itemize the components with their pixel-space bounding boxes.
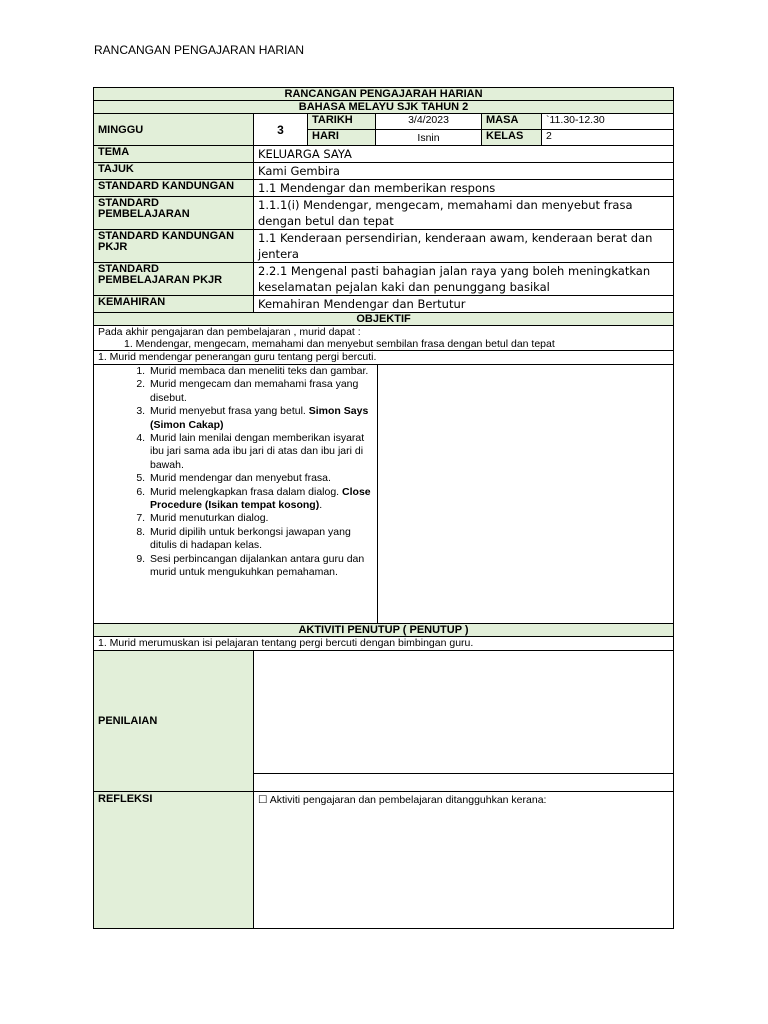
activity-item	[148, 432, 373, 472]
activity-list	[98, 365, 373, 580]
penilaian-box	[254, 651, 673, 774]
permulaan-item: 1. Murid mendengar penerangan guru tentang pergi bercuti.	[94, 351, 674, 365]
activity-list-cell	[94, 365, 378, 624]
tema-label: TEMA	[94, 146, 254, 163]
masa-value: `11.30-12.30	[542, 114, 674, 130]
activity-text: Murid menyebut frasa yang betul.	[150, 405, 309, 418]
refleksi-text: Aktiviti pengajaran dan pembelajaran ditangguhkan kerana:	[269, 794, 547, 806]
kelas-label: KELAS	[482, 130, 542, 146]
sp-pkjr-value: 2.2.1 Mengenal pasti bahagian jalan raya yang boleh meningkatkan keselamatan pejalan kaki dan penunggang basikal	[254, 263, 674, 296]
objektif-item: 1. Mendengar, mengecam, memahami dan menyebut sembilan frasa dengan betul dan tepat	[124, 338, 555, 350]
sk-pkjr-value: 1.1 Kenderaan persendirian, kenderaan awam, kenderaan berat dan jentera	[254, 230, 674, 263]
checkbox-icon[interactable]: ☐	[258, 794, 268, 806]
sk-value: 1.1 Mendengar dan memberikan respons	[254, 180, 674, 197]
activity-suffix: .	[319, 499, 323, 512]
page-header: RANCANGAN PENGAJARAN HARIAN	[94, 43, 305, 57]
penutup-item: 1. Murid merumuskan isi pelajaran tentang pergi bercuti dengan bimbingan guru.	[94, 637, 674, 651]
activity-text: Murid menuturkan dialog.	[150, 512, 269, 525]
activity-text: Murid dipilih untuk berkongsi jawapan yang ditulis di hadapan kelas.	[150, 525, 351, 552]
objektif-intro: Pada akhir pengajaran dan pembelajaran , murid dapat :	[98, 326, 361, 338]
kemahiran-value: Kemahiran Mendengar dan Bertutur	[254, 296, 674, 313]
activity-text: Murid melengkapkan frasa dalam dialog.	[150, 485, 343, 498]
refleksi-box	[254, 792, 674, 929]
tajuk-label: TAJUK	[94, 163, 254, 180]
refleksi-label: REFLEKSI	[94, 792, 254, 929]
activity-item	[148, 486, 373, 513]
minggu-label: MINGGU	[94, 114, 254, 146]
sp-label: STANDARD PEMBELAJARAN	[94, 197, 254, 230]
plan-title: RANCANGAN PENGAJARAH HARIAN	[94, 88, 674, 101]
activity-text: Murid membaca dan meneliti teks dan gambar.	[150, 365, 369, 377]
tarikh-value: 3/4/2023	[376, 114, 482, 130]
activity-text: Murid mendengar dan menyebut frasa.	[150, 472, 331, 485]
sk-pkjr-label: STANDARD KANDUNGAN PKJR	[94, 230, 254, 263]
sp-pkjr-label: STANDARD PEMBELAJARAN PKJR	[94, 263, 254, 296]
sk-label: STANDARD KANDUNGAN	[94, 180, 254, 197]
minggu-value: 3	[254, 114, 308, 146]
activity-text: Murid mengecam dan memahami frasa yang disebut.	[150, 378, 359, 404]
activity-text: Sesi perbincangan dijalankan antara guru dan murid untuk mengukuhkan pemahaman.	[150, 552, 365, 579]
hari-label: HARI	[308, 130, 376, 146]
activity-item	[148, 378, 373, 405]
masa-label: MASA	[482, 114, 542, 130]
activity-item	[148, 526, 373, 553]
tema-value: KELUARGA SAYA	[254, 146, 674, 163]
activity-technique: Close Procedure (Isikan tempat kosong)	[150, 485, 371, 512]
activity-item	[148, 512, 373, 525]
penilaian-label: PENILAIAN	[94, 651, 254, 792]
penutup-heading: AKTIVITI PENUTUP ( PENUTUP )	[94, 624, 674, 637]
kemahiran-label: KEMAHIRAN	[94, 296, 254, 313]
activity-item	[148, 365, 373, 378]
tajuk-value: Kami Gembira	[254, 163, 674, 180]
activity-technique: Simon Says (Simon Cakap)	[150, 405, 369, 431]
tarikh-label: TARIKH	[308, 114, 376, 130]
hari-value: Isnin	[376, 130, 482, 146]
activity-item	[148, 405, 373, 432]
activity-item	[148, 553, 373, 580]
activity-item	[148, 472, 373, 485]
objektif-heading: OBJEKTIF	[94, 313, 674, 326]
activity-text: Murid lain menilai dengan memberikan isyarat ibu jari sama ada ibu jari di atas dan ibu jari di bawah.	[150, 432, 365, 471]
plan-subtitle: BAHASA MELAYU SJK TAHUN 2	[94, 101, 674, 114]
sp-value: 1.1.1(i) Mendengar, mengecam, memahami dan menyebut frasa dengan betul dan tepat	[254, 197, 674, 230]
lesson-plan-table	[93, 87, 673, 929]
activity-notes-cell	[378, 365, 674, 624]
kelas-value: 2	[542, 130, 674, 146]
